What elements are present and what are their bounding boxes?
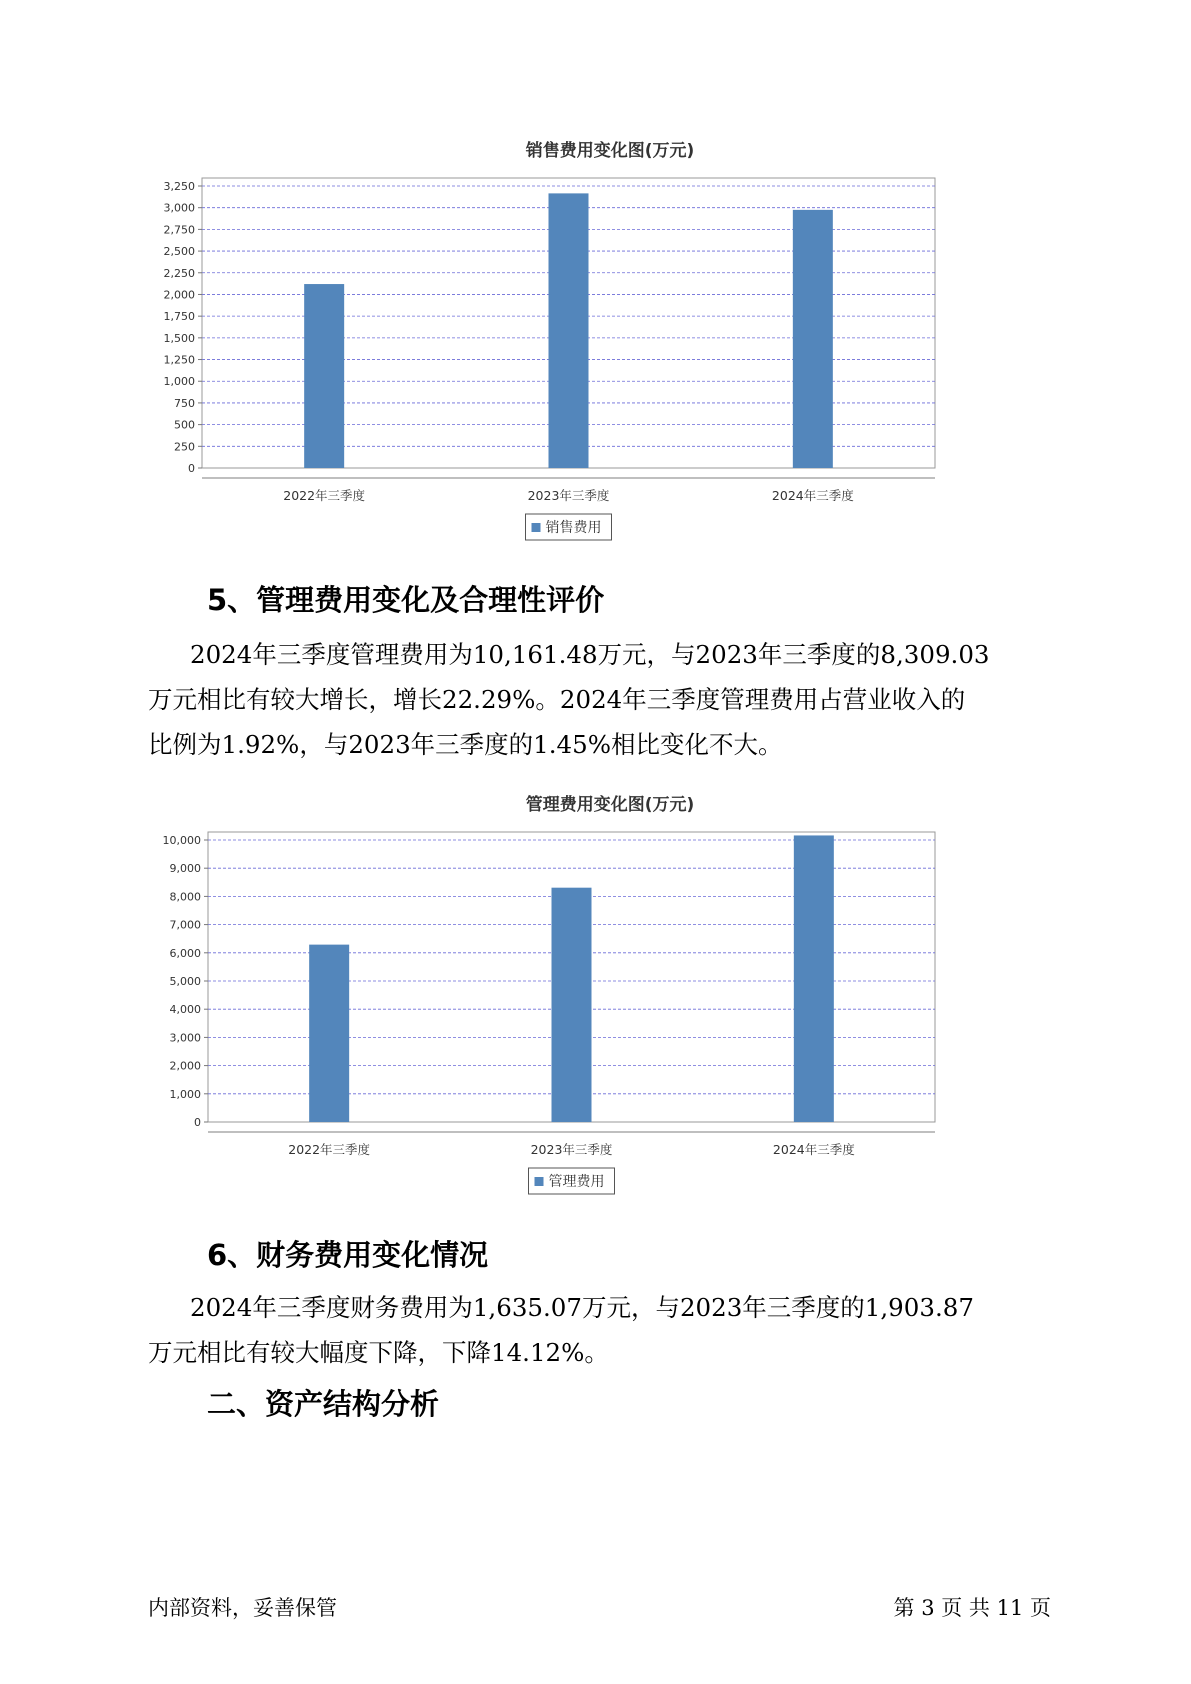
section6-line-2: 万元相比有较大幅度下降，下降14.12%。 <box>148 1338 609 1367</box>
x-tick-label: 2022年三季度 <box>288 1142 371 1157</box>
y-tick-label: 1,000 <box>163 375 195 389</box>
y-tick-label: 2,250 <box>163 266 195 280</box>
bar-1 <box>309 945 349 1122</box>
x-tick-label: 2024年三季度 <box>771 488 854 503</box>
admin-expense-chart-svg <box>140 782 1060 1202</box>
section-ii-heading: 二、资产结构分析 <box>207 1387 440 1421</box>
sales-expense-chart-svg <box>140 128 1060 548</box>
y-tick-label: 5,000 <box>169 975 201 988</box>
y-tick-label: 500 <box>174 418 195 432</box>
legend-swatch <box>532 523 541 532</box>
y-tick-label: 4,000 <box>169 1003 201 1017</box>
y-tick-label: 3,000 <box>163 201 195 215</box>
section6-heading: 6、财务费用变化情况 <box>207 1238 489 1272</box>
bar-2 <box>552 888 592 1122</box>
y-tick-label: 3,000 <box>169 1031 201 1045</box>
y-tick-label: 1,500 <box>163 331 195 345</box>
bar-1 <box>304 284 344 468</box>
y-tick-label: 750 <box>174 396 195 410</box>
section5-line-1: 2024年三季度管理费用为10,161.48万元，与2023年三季度的8,309.03 <box>190 640 990 669</box>
y-tick-label: 10,000 <box>162 834 201 847</box>
section6-paragraph <box>148 1285 1060 1375</box>
chart-title: 销售费用变化图(万元) <box>525 141 695 161</box>
y-tick-label: 2,750 <box>163 223 195 237</box>
y-tick-label: 2,500 <box>163 245 195 259</box>
section5-heading: 5、管理费用变化及合理性评价 <box>207 583 605 617</box>
y-tick-label: 1,250 <box>163 353 195 367</box>
y-tick-label: 9,000 <box>169 862 201 876</box>
bar-3 <box>794 835 834 1122</box>
bar-3 <box>793 210 833 468</box>
y-tick-label: 2,000 <box>163 288 195 302</box>
y-tick-label: 6,000 <box>169 946 201 960</box>
footer-page-number: 第 3 页 共 11 页 <box>893 1596 1051 1620</box>
section5-line-3: 比例为1.92%，与2023年三季度的1.45%相比变化不大。 <box>148 730 783 759</box>
legend-swatch <box>535 1177 544 1186</box>
section5-line-2: 万元相比有较大增长，增长22.29%。2024年三季度管理费用占营业收入的 <box>148 685 966 714</box>
chart-title: 管理费用变化图(万元) <box>525 795 695 815</box>
x-tick-label: 2022年三季度 <box>283 488 366 503</box>
y-tick-label: 1,750 <box>163 310 195 324</box>
footer-confidential-note: 内部资料，妥善保管 <box>148 1596 337 1620</box>
x-tick-label: 2023年三季度 <box>530 1142 613 1157</box>
y-tick-label: 250 <box>174 440 195 454</box>
legend-label: 管理费用 <box>548 1174 605 1190</box>
y-tick-label: 8,000 <box>169 890 201 904</box>
sales-expense-chart <box>140 128 1060 548</box>
admin-expense-chart <box>140 782 1060 1202</box>
section5-paragraph <box>148 632 1060 767</box>
x-tick-label: 2024年三季度 <box>772 1142 855 1157</box>
y-tick-label: 0 <box>194 1116 201 1129</box>
y-tick-label: 3,250 <box>163 180 195 193</box>
y-tick-label: 7,000 <box>169 918 201 932</box>
bar-2 <box>549 193 589 468</box>
x-tick-label: 2023年三季度 <box>527 488 610 503</box>
legend-label: 销售费用 <box>545 520 602 536</box>
section6-line-1: 2024年三季度财务费用为1,635.07万元，与2023年三季度的1,903.87 <box>190 1293 974 1322</box>
y-tick-label: 1,000 <box>169 1087 201 1101</box>
y-tick-label: 0 <box>188 462 195 475</box>
y-tick-label: 2,000 <box>169 1059 201 1073</box>
